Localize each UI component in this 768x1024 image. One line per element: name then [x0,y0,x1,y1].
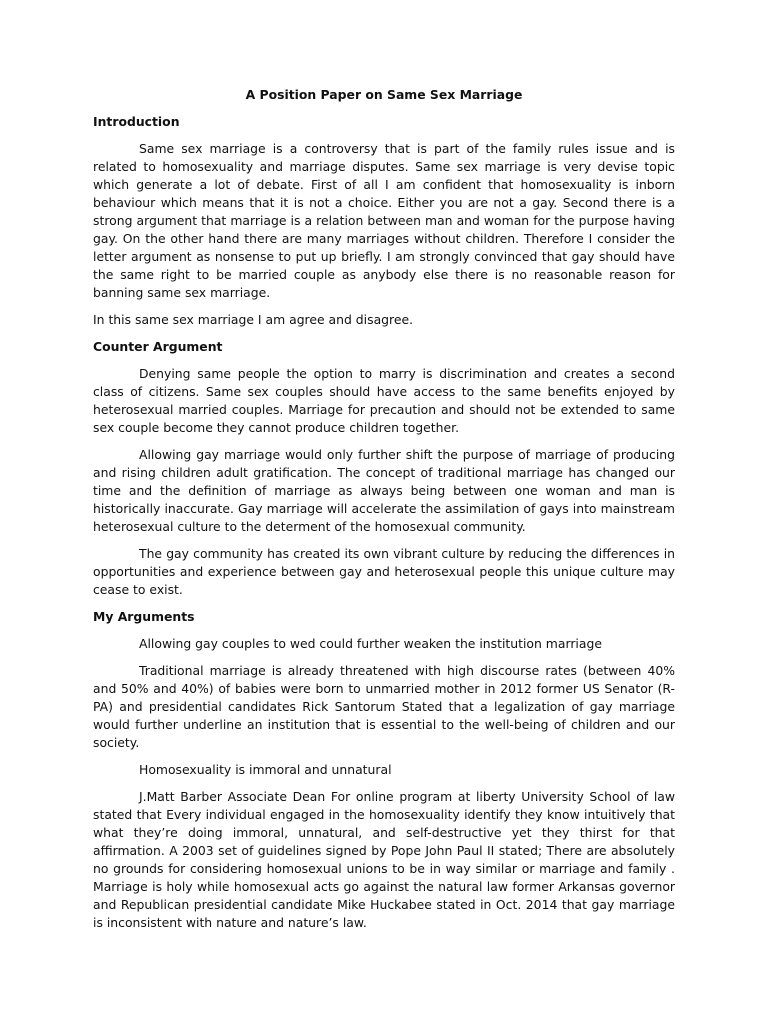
paragraph: The gay community has created its own vibrant culture by reducing the differences in opportunities and experience between gay and heterosexual people this unique culture may cease to exist. [93,546,675,597]
page-title: A Position Paper on Same Sex Marriage [245,87,523,102]
section-heading-counter-argument: Counter Argument [93,339,223,354]
paragraph: Denying same people the option to marry is discrimination and creates a second class of citizens. Same sex couples should have access to the same benefits enjoyed by heterosexual married couples. Marriage for precaution and should not be extended to same sex couple become they cannot produce children together. [93,366,675,435]
document-page [93,86,675,941]
paragraph: Traditional marriage is already threatened with high discourse rates (between 40% and 50% and 40%) of babies were born to unmarried mother in 2012 former US Senator (R-PA) and presidential candidates Rick Santorum Stated that a legalization of gay marriage would further underline an institution that is essential to the well-being of children and our society. [93,663,675,750]
section-heading-my-arguments: My Arguments [93,609,195,624]
paragraph: Allowing gay marriage would only further shift the purpose of marriage of producing and rising children adult gratification. The concept of traditional marriage has changed our time and the definition of marriage as always being between one woman and man is historically inaccurate. Gay marriage will accelerate the assimilation of gays into mainstream heterosexual culture to the determent of the homosexual community. [93,447,675,534]
paragraph: Same sex marriage is a controversy that is part of the family rules issue and is related to homosexuality and marriage disputes. Same sex marriage is very devise topic which generate a lot of debate. First of all I am confident that homosexuality is inborn behaviour which means that it is not a choice. Either you are not a gay. Second there is a strong argument that marriage is a relation between man and woman for the purpose having gay. On the other hand there are many marriages without children. Therefore I consider the letter argument as nonsense to put up briefly. I am strongly convinced that gay should have the same right to be married couple as anybody else there is no reasonable reason for banning same sex marriage. [93,141,675,300]
paragraph: J.Matt Barber Associate Dean For online program at liberty University School of law stated that Every individual engaged in the homosexuality identify they know intuitively that what they’re doing immoral, unnatural, and self-destructive yet they thirst for that affirmation. A 2003 set of guidelines signed by Pope John Paul II stated; There are absolutely no grounds for considering homosexual unions to be in way similar or marriage and family . Marriage is holy while homosexual acts go against the natural law former Arkansas governor and Republican presidential candidate Mike Huckabee stated in Oct. 2014 that gay marriage is inconsistent with nature and nature’s law. [93,789,675,930]
section-heading-introduction: Introduction [93,114,180,129]
paragraph: In this same sex marriage I am agree and disagree. [93,312,414,327]
subheading-paragraph: Allowing gay couples to wed could further weaken the institution marriage [139,636,602,651]
subheading-paragraph: Homosexuality is immoral and unnatural [139,762,392,777]
